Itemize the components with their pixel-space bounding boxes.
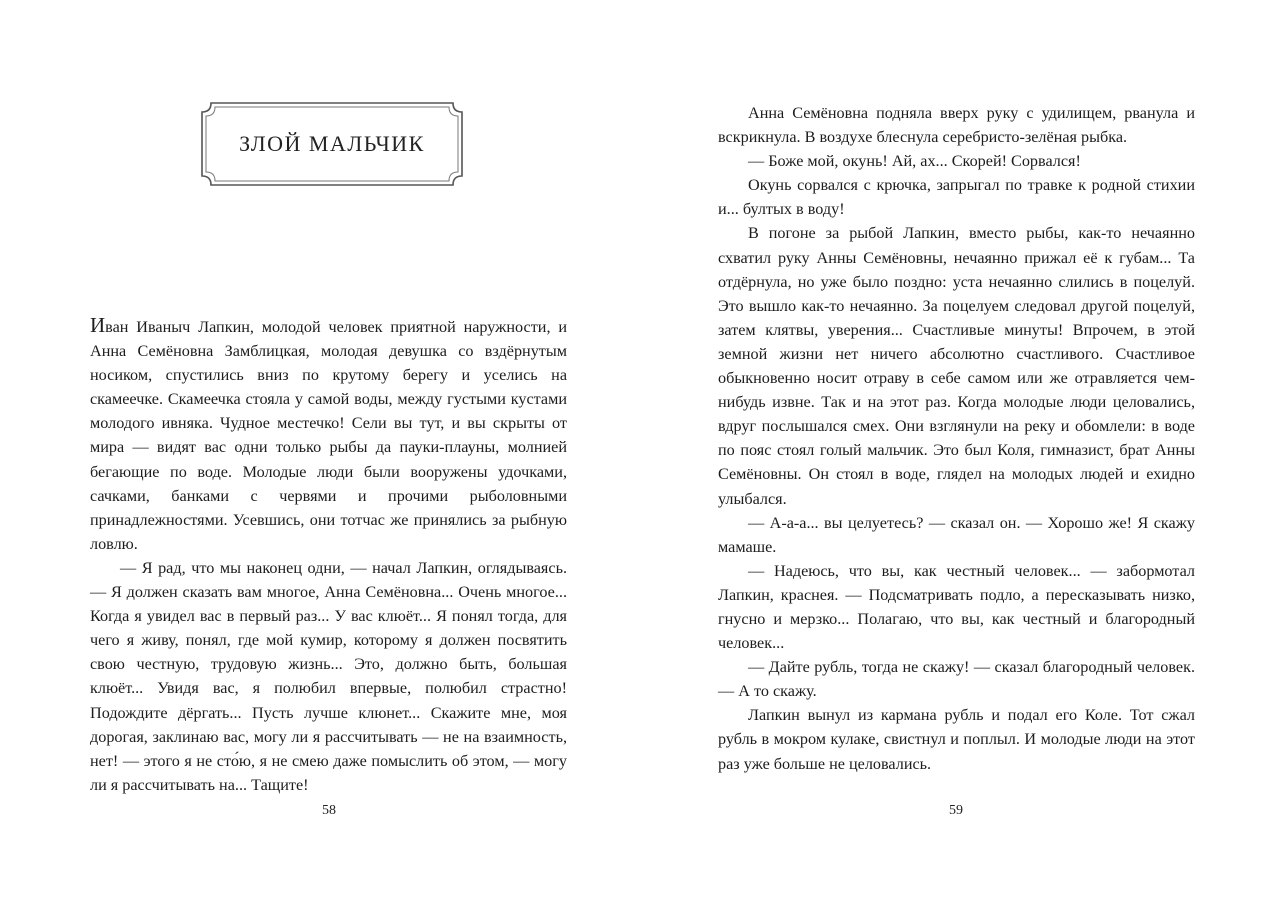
- chapter-title: ЗЛОЙ МАЛЬЧИК: [239, 131, 425, 156]
- paragraph: Анна Семёновна подняла вверх руку с удилищем, рванула и вскрикнула. В воздухе блеснула серебристо-зелёная рыбка.: [718, 104, 1195, 147]
- paragraph: — Дайте рубль, тогда не скажу! — сказал благородный человек. — А то скажу.: [718, 658, 1195, 701]
- paragraph: Окунь сорвался с крючка, запрыгал по травке к родной стихии и... бултых в воду!: [718, 176, 1195, 219]
- left-page: [0, 0, 642, 907]
- paragraph: — Я рад, что мы наконец одни, — начал Лапкин, оглядываясь. — Я должен сказать вам многое, Анна Семёновна... Очень многое... Когда я увидел вас в первый раз... У вас клюёт... Я понял тогда, для чего я живу, понял, где мой кумир, которому я должен посвятить свою честную, трудовую жизнь... Это, должно быть, большая клюёт... Увидя вас, я полюбил впервые, полюбил страстно! Подождите дёргать... Пусть лучше клюнет... Скажите мне, моя дорогая, заклинаю вас, могу ли я рассчитывать — не на взаимность, нет! — этого я не сто́ю, я не смею даже помыслить об этом, — могу ли я рассчитывать на... Тащите!: [90, 558, 567, 794]
- right-page-text: [718, 101, 1195, 776]
- paragraph: — А-а-а... вы целуетесь? — сказал он. — Хорошо же! Я скажу мамаше.: [718, 513, 1195, 556]
- right-page: [642, 0, 1285, 907]
- paragraph: В погоне за рыбой Лапкин, вместо рыбы, как-то нечаянно схватил руку Анны Семёновны, нечаянно прижал её к губам... Та отдёрнула, но уже было поздно: уста нечаянно слились в поцелуй. Это вышло как-то нечаянно. За поцелуем следовал другой поцелуй, затем клятвы, уверения... Счастливые минуты! Впрочем, в этой земной жизни нет ничего абсолютно счастливого. Счастливое обыкновенно носит отраву в себе самом или же отравляется чем-нибудь извне. Так и на этот раз. Когда молодые люди целовались, вдруг послышался смех. Они взглянули на реку и обомлели: в воде по пояс стоял голый мальчик. Это был Коля, гимназист, брат Анны Семёновны. Он стоял в воде, глядел на молодых людей и ехидно улыбался.: [718, 224, 1195, 508]
- chapter-title-frame: [201, 102, 463, 186]
- paragraph: — Боже мой, окунь! Ай, ах... Скорей! Сорвался!: [748, 152, 1081, 171]
- page-number: 59: [949, 803, 963, 818]
- paragraph-text: ван Иваныч Лапкин, молодой человек приятной наружности, и Анна Семёновна Замблицкая, молодая девушка со вздёрнутым носиком, спустились вниз по крутому берегу и уселись на скамеечке. Скамеечка стояла у самой воды, между густыми кустами молодого ивняка. Чудное местечко! Сели вы тут, и вы скрыты от мира — видят вас одни только рыбы да пауки-плауны, молнией бегающие по воде. Молодые люди были вооружены удочками, сачками, банками с червями и прочими рыболовными принадлежностями. Усевшись, они тотчас же принялись за рыбную ловлю.: [90, 318, 567, 553]
- page-number: 58: [322, 803, 336, 818]
- left-page-text: [90, 315, 567, 797]
- drop-cap: И: [90, 313, 106, 337]
- paragraph: — Надеюсь, что вы, как честный человек... — забормотал Лапкин, краснея. — Подсматривать подло, а пересказывать низко, гнусно и мерзко... Полагаю, что вы, как честный и благородный человек...: [718, 561, 1195, 653]
- paragraph: [90, 315, 567, 556]
- paragraph: Лапкин вынул из кармана рубль и подал его Коле. Тот сжал рубль в мокром кулаке, свистнул и поплыл. И молодые люди на этот раз уже больше не целовались.: [718, 706, 1195, 773]
